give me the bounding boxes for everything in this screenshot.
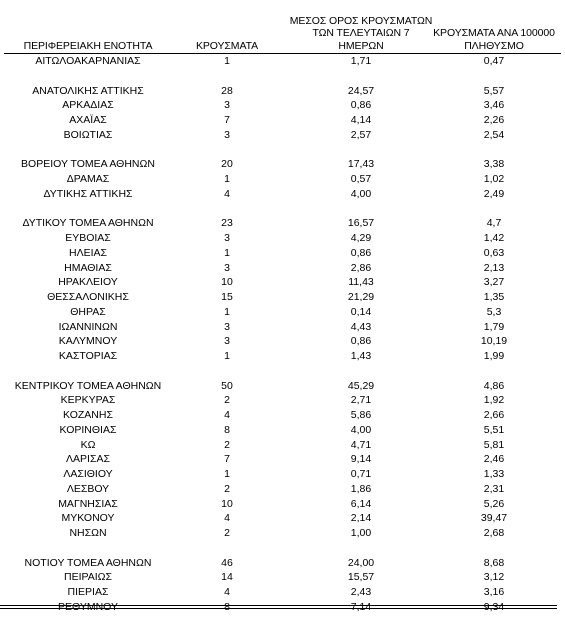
cell-cases: 3 [224,128,230,141]
cell-region: ΑΡΚΑΔΙΑΣ [62,99,114,112]
header-average-line2: ΤΩΝ ΤΕΛΕΥΤΑΙΩΝ 7 [312,27,410,39]
table-row [4,246,561,261]
cell-average: 2,14 [350,512,372,525]
spacer-row [4,143,561,158]
cases-table [4,0,561,615]
cell-cases: 10 [221,276,233,289]
cell-average: 0,14 [350,305,372,318]
cell-cases: 4 [224,187,230,200]
cell-average: 2,57 [350,128,372,141]
cell-region: ΚΟΡΙΝΘΙΑΣ [59,423,117,436]
cell-per-population: 2,49 [483,187,505,200]
cell-cases: 8 [224,423,230,436]
cell-average: 45,29 [347,379,375,392]
cell-average: 4,00 [350,423,372,436]
cell-region: ΑΙΤΩΛΟΑΚΑΡΝΑΝΙΑΣ [35,55,141,67]
table-row [4,467,561,482]
cell-region: ΗΡΑΚΛΕΙΟΥ [58,276,118,289]
cell-average: 0,57 [350,173,372,185]
table-row [4,334,561,349]
table-row [4,261,561,276]
table-row [4,275,561,290]
table-row [4,585,561,600]
table-row [4,349,561,364]
cell-region: ΚΑΛΥΜΝΟΥ [58,335,118,348]
table-row [4,408,561,423]
table-row [4,556,561,571]
cell-per-population: 8,68 [483,556,505,569]
cell-average: 1,71 [350,55,372,67]
cell-average: 21,29 [347,291,375,303]
table-row [4,231,561,246]
cell-per-population: 1,42 [483,232,505,244]
cell-average: 4,00 [350,187,372,200]
cell-per-population: 2,66 [483,409,505,421]
cell-per-population: 9,34 [483,600,505,613]
cell-per-population: 5,51 [483,423,505,436]
cell-cases: 2 [224,482,230,495]
cell-per-population: 4,86 [483,379,505,392]
header-cases [182,40,272,53]
cell-per-population: 1,92 [483,394,505,407]
cell-cases: 7 [224,453,230,466]
cell-per-population: 5,26 [483,497,505,510]
cell-per-population: 2,54 [483,128,505,141]
cell-per-population: 0,47 [483,55,505,67]
header-per-population [424,27,564,52]
cell-region: ΡΕΘΥΜΝΟΥ [57,600,118,613]
cell-region: ΜΑΓΝΗΣΙΑΣ [58,497,118,510]
cell-average: 6,14 [350,497,372,510]
table-row [4,54,561,69]
cell-cases: 3 [224,335,230,348]
cell-average: 1,43 [350,350,372,362]
table-row [4,305,561,320]
cell-per-population: 1,99 [483,350,505,362]
cell-per-population: 39,47 [480,512,508,525]
spacer-row [4,69,561,84]
cell-per-population: 3,46 [483,99,505,112]
cell-per-population: 2,68 [483,527,505,539]
table-row [4,157,561,172]
header-per-population-line1: ΚΡΟΥΣΜΑΤΑ ΑΝΑ 100000 [433,27,555,39]
cell-region: ΙΩΑΝΝΙΝΩΝ [58,320,118,333]
cell-cases: 4 [224,512,230,525]
header-region [4,40,172,53]
cell-average: 1,00 [350,527,372,539]
cell-average: 16,57 [347,217,375,230]
cell-average: 2,86 [350,261,372,274]
cell-average: 0,86 [350,335,372,348]
cell-average: 4,71 [350,438,372,451]
table-row [4,216,561,231]
table-row [4,438,561,453]
table-row [4,84,561,99]
cell-average: 0,86 [350,99,372,112]
cell-cases: 2 [224,527,230,539]
table-row [4,393,561,408]
cell-cases: 10 [221,497,233,510]
cell-region: ΒΟΙΩΤΙΑΣ [63,128,113,141]
cell-per-population: 4,7 [486,217,502,230]
cell-average: 11,43 [348,276,374,289]
table-row [4,320,561,335]
header-average-line1: ΜΕΣΟΣ ΟΡΟΣ ΚΡΟΥΣΜΑΤΩΝ [289,14,433,27]
header-average-line3: ΗΜΕΡΩΝ [338,39,384,52]
cell-region: ΗΜΑΘΙΑΣ [64,261,112,274]
cell-region: ΝΟΤΙΟΥ ΤΟΜΕΑ ΑΘΗΝΩΝ [24,556,152,569]
cell-region: ΠΕΙΡΑΙΩΣ [64,571,112,584]
cell-cases: 1 [224,246,230,259]
cell-region: ΚΩ [80,438,96,451]
cell-per-population: 0,63 [483,246,505,259]
table-row [4,113,561,128]
header-per-population-line2: ΠΛΗΘΥΣΜΟ [464,39,524,52]
cell-average: 2,43 [350,586,372,598]
cell-average: 0,71 [350,468,372,480]
cell-per-population: 5,57 [483,84,505,97]
cell-region: ΝΗΣΩΝ [69,527,107,539]
cell-cases: 1 [224,305,230,318]
spacer-row [4,364,561,379]
cell-region: ΔΥΤΙΚΗΣ ΑΤΤΙΚΗΣ [43,187,133,200]
cell-cases: 1 [224,350,230,362]
cell-region: ΑΧΑΪΑΣ [69,114,107,126]
cell-cases: 46 [221,556,233,569]
cell-cases: 1 [224,468,230,480]
table-row [4,482,561,497]
cell-region: ΔΥΤΙΚΟΥ ΤΟΜΕΑ ΑΘΗΝΩΝ [22,217,154,230]
cell-cases: 23 [221,217,233,230]
cell-region: ΑΝΑΤΟΛΙΚΗΣ ΑΤΤΙΚΗΣ [32,84,144,97]
cell-region: ΗΛΕΙΑΣ [68,246,107,259]
cell-region: ΚΕΡΚΥΡΑΣ [60,394,116,407]
table-row [4,511,561,526]
cell-per-population: 2,13 [483,261,505,274]
cell-average: 17,43 [347,158,375,171]
cell-cases: 50 [221,379,233,392]
cell-cases: 7 [224,114,230,126]
spacer-row [4,541,561,556]
cell-region: ΚΑΣΤΟΡΙΑΣ [58,350,118,362]
footer-divider-top [0,605,557,606]
table-row [4,98,561,113]
cell-average: 24,00 [347,556,375,569]
cell-average: 24,57 [347,84,375,97]
cell-cases: 28 [221,84,233,97]
cell-cases: 2 [224,394,230,407]
cell-region: ΔΡΑΜΑΣ [66,173,110,185]
cell-per-population: 1,33 [483,468,505,480]
cell-cases: 3 [224,261,230,274]
cell-per-population: 2,46 [483,453,505,466]
footer-divider-bottom [0,608,557,609]
cell-per-population: 5,3 [486,305,502,318]
cell-region: ΠΙΕΡΙΑΣ [67,586,109,598]
cell-average: 2,71 [350,394,372,407]
cell-cases: 2 [224,438,230,451]
header-region-label: ΠΕΡΙΦΕΡΕΙΑΚΗ ΕΝΟΤΗΤΑ [23,39,153,52]
cell-average: 4,43 [350,320,372,333]
cell-region: ΘΗΡΑΣ [70,305,106,318]
cell-region: ΒΟΡΕΙΟΥ ΤΟΜΕΑ ΑΘΗΝΩΝ [21,158,155,171]
cell-average: 1,86 [350,482,372,495]
cell-region: ΛΕΣΒΟΥ [66,482,110,495]
spacer-row [4,202,561,217]
cell-cases: 15 [221,291,233,303]
cell-per-population: 1,02 [483,173,505,185]
table-row [4,570,561,585]
table-header [4,0,561,54]
cell-cases: 14 [221,571,233,584]
cell-cases: 4 [224,586,230,598]
cell-region: ΚΕΝΤΡΙΚΟΥ ΤΟΜΕΑ ΑΘΗΝΩΝ [14,379,162,392]
table-row [4,379,561,394]
cell-region: ΘΕΣΣΑΛΟΝΙΚΗΣ [47,291,129,303]
cell-average: 15,57 [347,571,375,584]
table-body [4,54,561,615]
table-row [4,128,561,143]
table-row [4,423,561,438]
table-row [4,452,561,467]
header-average [286,15,436,53]
table-row [4,290,561,305]
cell-cases: 8 [224,600,230,613]
cell-per-population: 3,12 [483,571,505,584]
cell-cases: 1 [224,173,230,185]
cell-per-population: 10,19 [480,335,508,348]
cell-region: ΛΑΡΙΣΑΣ [66,453,110,466]
cell-cases: 1 [224,55,230,67]
table-row [4,172,561,187]
cell-cases: 3 [224,320,230,333]
cell-cases: 4 [224,409,230,421]
cell-region: ΛΑΣΙΘΙΟΥ [63,468,113,480]
cell-per-population: 2,26 [483,114,505,126]
cell-average: 7,14 [350,600,372,613]
cell-per-population: 1,79 [483,320,505,333]
cell-per-population: 3,16 [483,586,505,598]
cell-average: 5,86 [350,409,372,421]
cell-average: 4,29 [350,232,372,244]
cell-region: ΚΟΖΑΝΗΣ [63,409,113,421]
cell-per-population: 2,31 [483,482,505,495]
header-cases-label: ΚΡΟΥΣΜΑΤΑ [195,39,259,52]
cell-average: 9,14 [350,453,372,466]
cell-cases: 20 [221,158,233,171]
cell-average: 4,14 [350,114,372,126]
cell-region: ΕΥΒΟΙΑΣ [65,232,111,244]
cell-cases: 3 [224,99,230,112]
table-row [4,526,561,541]
cell-per-population: 1,35 [483,291,505,303]
cell-per-population: 3,27 [483,276,505,289]
table-row [4,187,561,202]
cell-per-population: 5,81 [483,438,505,451]
cell-cases: 3 [224,232,230,244]
cell-region: ΜΥΚΟΝΟΥ [61,512,115,525]
table-row [4,497,561,512]
cell-average: 0,86 [350,246,372,259]
cell-per-population: 3,38 [483,158,505,171]
